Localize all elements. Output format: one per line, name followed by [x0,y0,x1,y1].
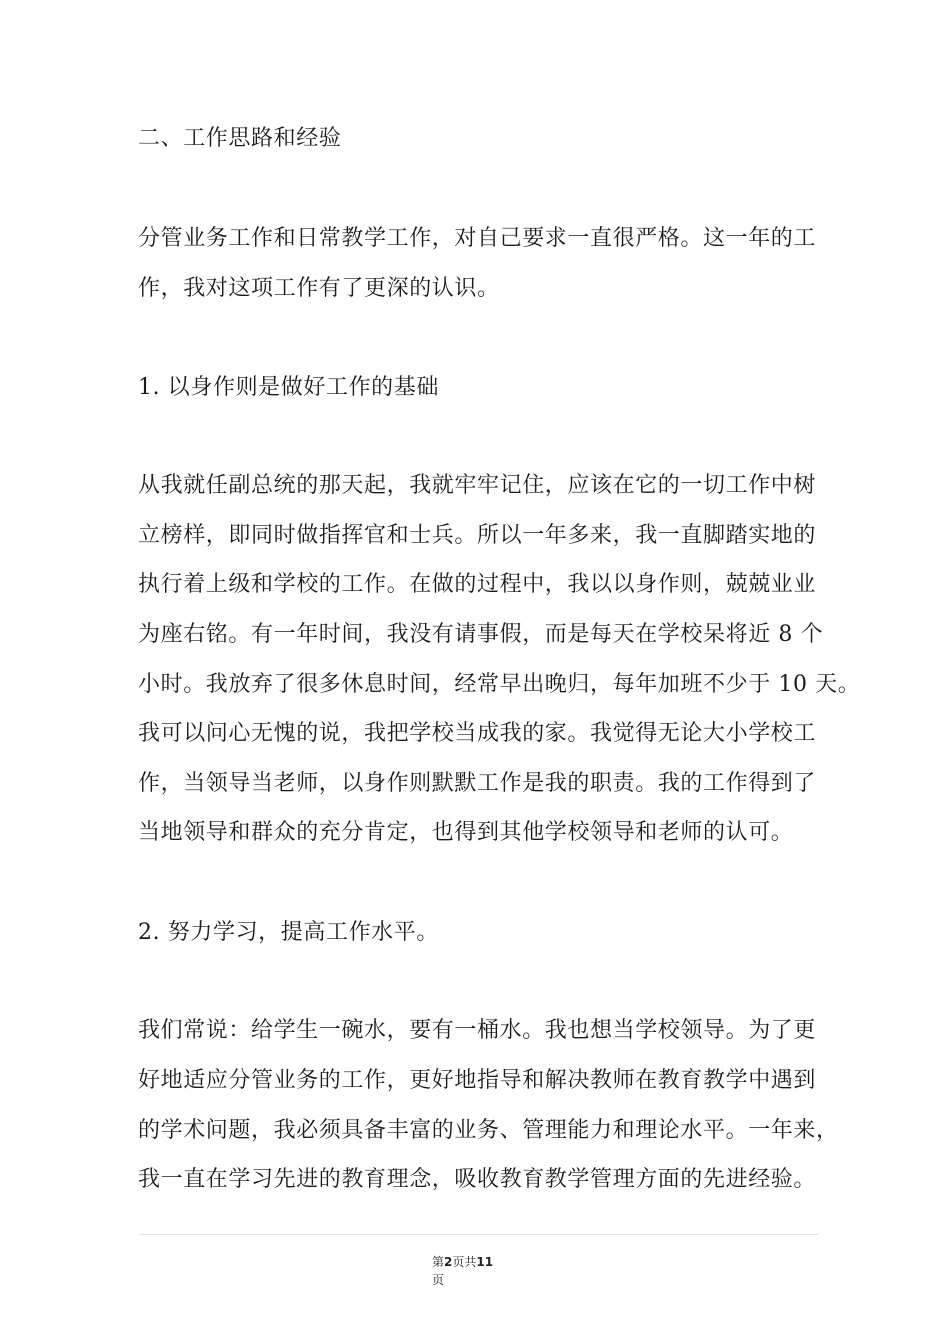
point1-line-2: 立榜样，即同时做指挥官和士兵。所以一年多来，我一直脚踏实地的 [138,523,817,548]
point1-line-4: 为座右铭。有一年时间，我没有请事假，而是每天在学校呆将近 8 个 [138,622,824,647]
total-pages: 11 [476,1255,494,1269]
page-counter [432,1254,493,1270]
intro-line-1: 分管业务工作和日常教学工作，对自己要求一直很严格。这一年的工 [138,226,817,251]
section-heading: 二、工作思路和经验 [138,126,342,151]
page-counter-middle: 页共 [452,1255,477,1269]
point2-line-4: 我一直在学习先进的教育理念，吸收教育教学管理方面的先进经验。 [138,1167,817,1192]
footer-divider [140,1234,818,1235]
point2-line-3: 的学术问题，我必须具备丰富的业务、管理能力和理论水平。一年来， [138,1118,839,1143]
point1-line-3: 执行着上级和学校的工作。在做的过程中，我以以身作则，兢兢业业 [138,572,817,597]
page-counter-prefix: 第 [432,1255,445,1269]
intro-line-2: 作，我对这项工作有了更深的认识。 [138,276,500,301]
point1-line-5: 小时。我放弃了很多休息时间，经常早出晚归，每年加班不少于 10 天。 [138,672,861,697]
page-counter-suffix: 页 [432,1273,445,1287]
point1-line-8: 当地领导和群众的充分肯定，也得到其他学校领导和老师的认可。 [138,820,794,845]
page-number: 2 [444,1255,453,1269]
point1-line-1: 从我就任副总统的那天起，我就牢牢记住，应该在它的一切工作中树 [138,473,817,498]
point1-heading: 1. 以身作则是做好工作的基础 [138,375,439,400]
point2-line-2: 好地适应分管业务的工作，更好地指导和解决教师在教育教学中遇到 [138,1068,817,1093]
point1-line-7: 作，当领导当老师，以身作则默默工作是我的职责。我的工作得到了 [138,771,817,796]
point1-line-6: 我可以问心无愧的说，我把学校当成我的家。我觉得无论大小学校工 [138,721,817,746]
point2-line-1: 我们常说：给学生一碗水，要有一桶水。我也想当学校领导。为了更 [138,1018,817,1043]
point2-heading: 2. 努力学习，提高工作水平。 [138,920,439,945]
